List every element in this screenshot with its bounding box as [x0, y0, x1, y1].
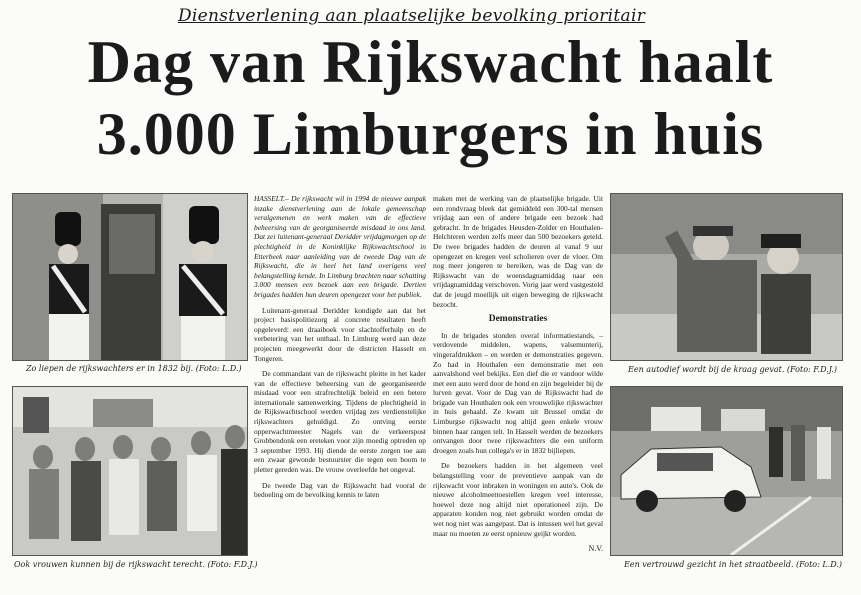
photo-police-car [610, 386, 843, 556]
article-lead: HASSELT.– De rijkswacht wil in 1994 de nieuwe aanpak inzake dienstverlening aan de lokale gemeenschap veralgemenen en werk maken van de effectieve beheersing van de georganiseerde misdaad in ons land. Dat zei luitenant-generaal Deridder vrijdagmorgen op de plechtigheid in de Koninklijke Rijkswachtschool in Etterbeek naar aanleiding van de tweede Dag van de Rijkswacht, die in heel het land overigens veel belangstelling kende. In Limburg brachten naar schatting 3.000 mensen een bezoek aan een brigade. Dertien brigades hadden hun deuren opengezet voor het publiek. [254, 194, 426, 299]
section-subhead: Demonstraties [488, 314, 548, 325]
caption-bottom-right: Een vertrouwd gezicht in het straatbeeld. (Foto: L.D.) [624, 560, 843, 569]
article-column-2 [433, 194, 603, 554]
caption-bottom-left: Ook vrouwen kunnen bij de rijkswacht terecht. (Foto: F.D.J.) [14, 560, 258, 569]
photo-women-group [12, 386, 248, 556]
article-paragraph: De commandant van de rijkswacht pleitte in het kader van de effectieve beheersing van de georganiseerde misdaad voor een strafrechtelijk beleid en een betere internationale samenwerking. Tijdens de plechtigheid in de Rijkswachtschool werden vrijdag zes verdienstelijke rijkswachters gehuldigd. Zo ontving eerste opperwachtmeester Nagels van de verkeerspost Grobbendonk een ereteken voor zijn moedig optreden op 3 september 1993. Hij diende de eerste zorgen toe aan een zwaar gewonde bestuurster die tegen een boom te pletter gereden was. De vrouw overleefde het ongeval. [254, 369, 426, 475]
article-paragraph: Luitenant-generaal Deridder kondigde aan dat het project basispolitiezorg al concrete resultaten heeft opgeleverd: een draaiboek voor slachtofferhulp en de verbetering van het onthaal. In Limburg werd aan deze projecten meegewerkt door de districten Hasselt en Tongeren. [254, 305, 426, 363]
kicker: Dienstverlening aan plaatselijke bevolking prioritair [178, 6, 646, 26]
article-paragraph: In de brigades stonden overal informatiestands, – verdovende middelen, wapens, valsemunterij, vingerafdrukken – en werden er demonstraties gegeven. Zo had in Houthalen een demonstratie met een aanvalshond veel bekijks. Een dief die er vandoor wilde met een auto werd door de hond en zijn begeleider bij de lurven gevat. Voor de Dag van de Rijkswacht had de brigade van Houthalen ook een vrouwelijke rijkswachter in huis gehaald. Ze kwam uit Brussel omdat de Limburgse rijkswacht nog altijd geen enkele vrouw binnen haar rangen telt. In Hasselt werden de bezoekers ontvangen door twee rijkswachters die een uniform droegen zoals hun collega's er in 1832 bijliepen. [433, 330, 603, 455]
article-column-1 [254, 194, 426, 506]
caption-top-right: Een autodief wordt bij de kraag gevat. (Foto: F.D.J.) [628, 365, 838, 374]
photo-car-thief-arrest [610, 193, 843, 361]
headline-line-1: Dag van Rijkswacht haalt [87, 29, 774, 95]
author-signature: N.V. [588, 544, 603, 554]
headline-line-2: 3.000 Limburgers in huis [96, 101, 765, 167]
article-paragraph: De tweede Dag van de Rijkswacht had vooral de bedoeling om de bevolking kennis te laten [254, 480, 426, 500]
article-paragraph: De bezoekers hadden in het algemeen veel belangstelling voor de preventieve aanpak van de rijkswacht voor inbraken in woningen en auto's. Ook de nieuwe alcoholmeettoestellen kregen veel interesse, hoewel deze nog altijd niet operationeel zijn. De apparaten konden nog niet gebruikt worden omdat de wet nog niet was aangepast. Dat is intussen wel het geval maar nu moeten ze eerst opnieuw geijkt worden. [433, 461, 603, 538]
article-paragraph: maken met de werking van de plaatselijke brigade. Uit een rondvraag bleek dat gemiddeld een 300-tal mensen vrijdag aan een of andere brigade een bezoek had gebracht. In de brigades Heusden-Zolder en Houthalen-Helchteren werden zelfs meer dan 500 bezoekers geteld. De twee brigades hadden de deuren al vanaf 9 uur opengezet en kregen veel scholieren over de vloer. Om nog meer jongeren te bereiken, was de Dag van de Rijkswacht van de woensdagnamiddag naar een vrijdagnamiddag verschoven. Vorig jaar werd vastgesteld dat de jeugd moeilijk uit eigen beweging de rijkswacht bezocht. [433, 194, 603, 309]
photo-historic-gendarmes [12, 193, 248, 361]
caption-top-left: Zo liepen de rijkswachters er in 1832 bij. (Foto: L.D.) [26, 364, 242, 373]
